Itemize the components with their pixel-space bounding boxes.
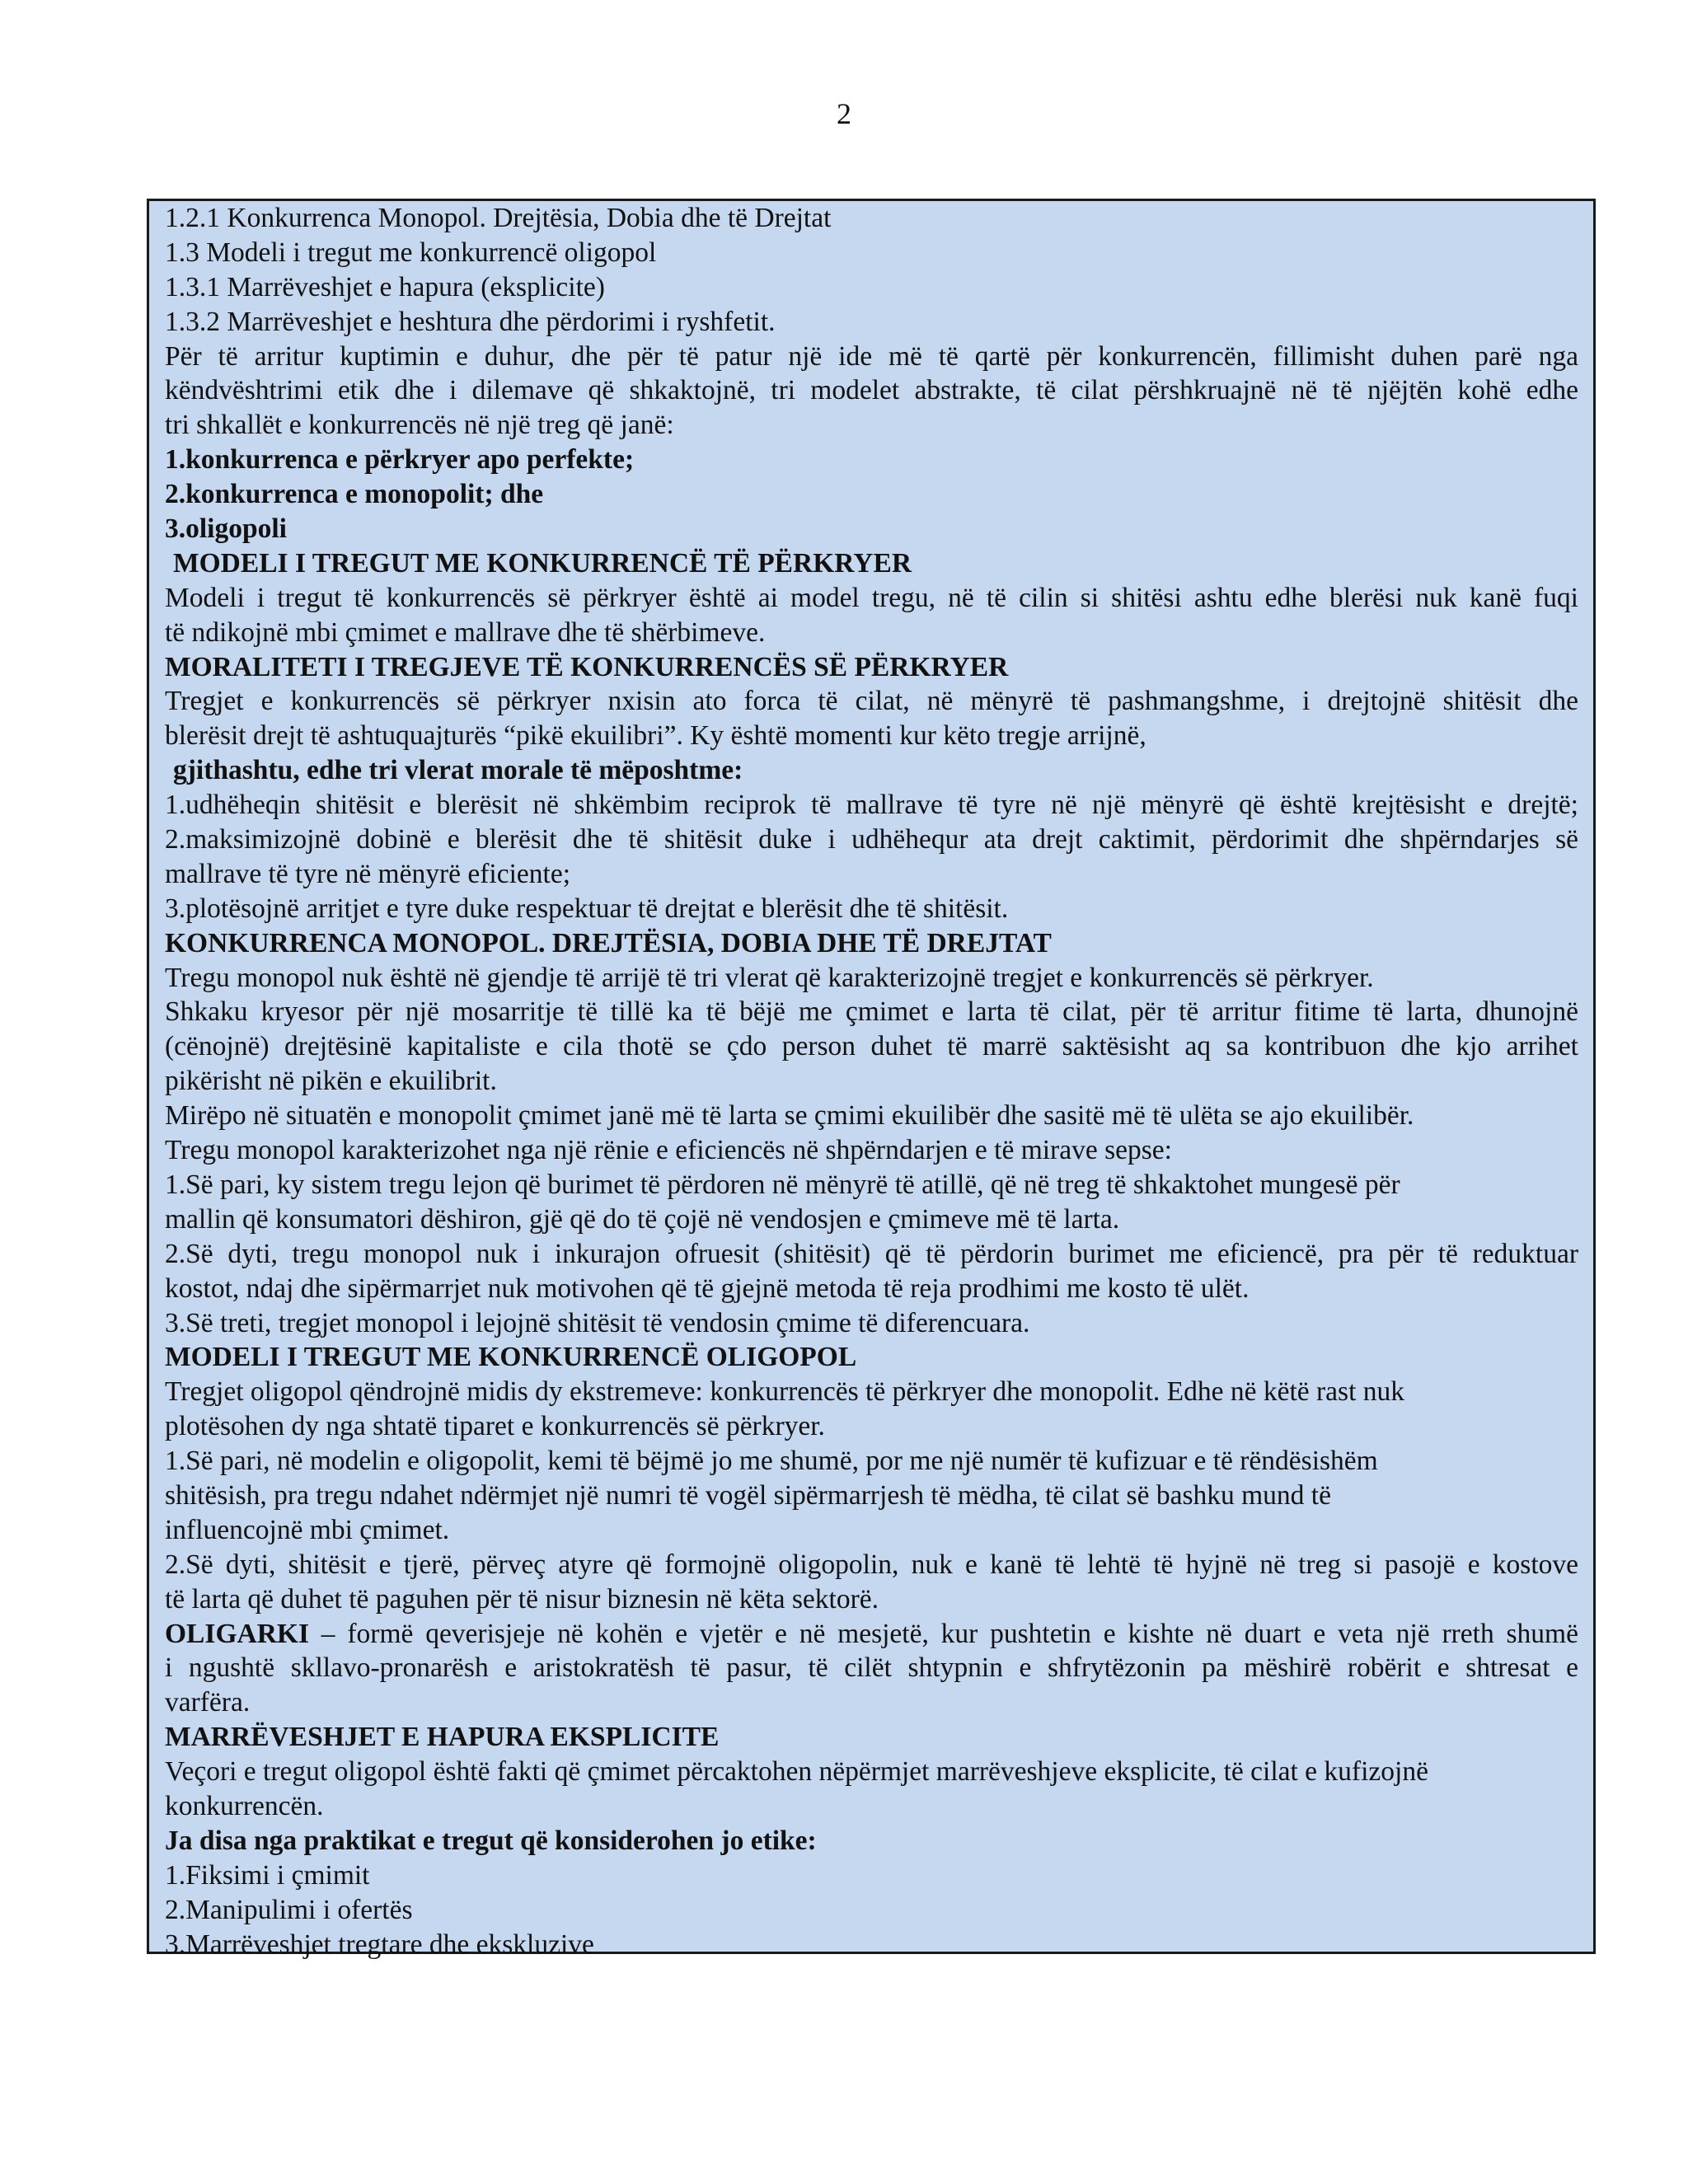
text-line: 2.Manipulimi i ofertës (165, 1894, 413, 1925)
term-definition: – formë qeverisjeje në kohën e vjetër e në mesjetë, kur pushtetin e kishte në duart e veta një rreth shumë (308, 1618, 1578, 1649)
text-line: influencojnë mbi çmimet. (165, 1514, 450, 1545)
text-line: 2.Së dyti, shitësit e tjerë, përveç atyre që formojnë oligopolin, nuk e kanë të lehtë të hyjnë në treg si pasojë e kostove (165, 1549, 1578, 1580)
term-label: OLIGARKI (165, 1618, 309, 1649)
text-line: MODELI I TREGUT ME KONKURRENCË OLIGOPOL (165, 1342, 857, 1373)
text-line: 3.Marrëveshjet tregtare dhe ekskluzive (165, 1929, 594, 1960)
text-line: kostot, ndaj dhe sipërmarrjet nuk motivohen që të gjejnë metoda të reja prodhimi me kosto të ulët. (165, 1272, 1250, 1304)
text-line: pikërisht në pikën e ekuilibrit. (165, 1066, 497, 1097)
text-line: këndvështrimi etik dhe i dilemave që shkaktojnë, tri modelet abstrakte, të cilat përshkruajnë në të njëjtën kohë edhe (165, 375, 1578, 406)
text-line: Shkaku kryesor për një mosarritje të tillë ka të bëjë me çmimet e larta të cilat, për të arritur fitime të larta, dhunojnë (165, 996, 1578, 1028)
text-line: blerësit drejt të ashtuquajturës “pikë ekuilibri”. Ky është momenti kur këto tregje arrijnë, (165, 720, 1146, 752)
text-line: 2.konkurrenca e monopolit; dhe (165, 479, 544, 510)
text-line: 2.Së dyti, tregu monopol nuk i inkurajon ofruesit (shitësit) që të përdorin burimet me eficiencë, pra për të reduktuar (165, 1238, 1578, 1269)
text-line: Për të arritur kuptimin e duhur, dhe për të patur një ide më të qartë për konkurrencën, fillimisht duhen parë nga (165, 340, 1578, 372)
text-line: 3.plotësojnë arritjet e tyre duke respektuar të drejtat e blerësit dhe të shitësit. (165, 893, 1009, 924)
text-line: 1.2.1 Konkurrenca Monopol. Drejtësia, Dobia dhe të Drejtat (165, 203, 832, 233)
text-line: Tregu monopol nuk është në gjendje të arrijë të tri vlerat që karakterizojnë tregjet e konkurrencës së përkryer. (165, 962, 1374, 993)
text-line: Modeli i tregut të konkurrencës së përkryer është ai model tregu, në të cilin si shitësi ashtu edhe blerësi nuk kanë fuqi (165, 582, 1578, 613)
text-line: mallin që konsumatori dëshiron, gjë që do të çojë në vendosjen e çmimeve më të larta. (165, 1203, 1120, 1235)
page-number: 2 (837, 97, 851, 130)
text-line: të larta që duhet të paguhen për të nisur biznesin në këta sektorë. (165, 1583, 879, 1615)
text-line: shitësish, pra tregu ndahet ndërmjet një numri të vogël sipërmarrjesh të mëdha, të cilat së bashku mund të (165, 1479, 1331, 1511)
text-line: Ja disa nga praktikat e tregut që konsiderohen jo etike: (165, 1825, 817, 1856)
text-line: 1.Së pari, në modelin e oligopolit, kemi të bëjmë jo me shumë, por me një numër të kufizuar e të rëndësishëm (165, 1446, 1378, 1477)
text-line: (cënojnë) drejtësinë kapitaliste e cila thotë se çdo person duhet të marrë saktësisht aq sa kontribuon dhe kjo arrihet (165, 1031, 1578, 1062)
text-line: gjithashtu, edhe tri vlerat morale të mëposhtme: (173, 755, 743, 786)
content-box (147, 199, 1596, 1960)
text-line: MORALITETI I TREGJEVE TË KONKURRENCËS SË PËRKRYER (165, 651, 1009, 682)
text-line: 1.3 Modeli i tregut me konkurrencë oligopol (165, 237, 657, 268)
text-line: i ngushtë skllavo-pronarësh e aristokratësh të pasur, të cilët shtypnin e shfrytëzonin pa mëshirë robërit e shtresat e (165, 1652, 1578, 1684)
text-line: mallrave të tyre në mënyrë eficiente; (165, 858, 570, 889)
text-line: Tregjet e konkurrencës së përkryer nxisin ato forca të cilat, në mënyrë të pashmangshme, i drejtojnë shitësit dhe (165, 686, 1578, 717)
text-line: 3.oligopoli (165, 513, 287, 545)
text-line: 1.Së pari, ky sistem tregu lejon që burimet të përdoren në mënyrë të atillë, që në treg të shkaktohet mungesë për (165, 1169, 1400, 1200)
text-line: Veçori e tregut oligopol është fakti që çmimet përcaktohen nëpërmjet marrëveshjeve eksplicite, të cilat e kufizojnë (165, 1756, 1428, 1788)
text-line: Mirëpo në situatën e monopolit çmimet janë më të larta se çmimi ekuilibër dhe sasitë më të ulëta se ajo ekuilibër. (165, 1100, 1414, 1132)
text-line: të ndikojnë mbi çmimet e mallrave dhe të shërbimeve. (165, 616, 766, 648)
text-line: 2.maksimizojnë dobinë e blerësit dhe të shitësit duke i udhëhequr ata drejt caktimit, përdorimit dhe shpërndarjes së (165, 824, 1578, 855)
text-line: 1.konkurrenca e përkryer apo perfekte; (165, 444, 635, 476)
text-line: 1.3.1 Marrëveshjet e hapura (eksplicite) (165, 271, 605, 302)
text-line: Tregu monopol karakterizohet nga një rënie e eficiencës në shpërndarjen e të mirave sepse: (165, 1135, 1172, 1166)
text-line: 3.Së treti, tregjet monopol i lejojnë shitësit të vendosin çmime të diferencuara. (165, 1307, 1030, 1338)
text-line: konkurrencën. (165, 1790, 324, 1821)
text-line: MARRËVESHJET E HAPURA EKSPLICITE (165, 1722, 720, 1753)
text-line: plotësohen dy nga shtatë tiparet e konkurrencës së përkryer. (165, 1411, 825, 1442)
text-line: KONKURRENCA MONOPOL. DREJTËSIA, DOBIA DHE TË DREJTAT (165, 927, 1052, 958)
text-line: 1.udhëheqin shitësit e blerësit në shkëmbim reciprok të mallrave të tyre në një mënyrë që është krejtësisht e drejtë; (165, 790, 1578, 821)
text-line: 1.3.2 Marrëveshjet e heshtura dhe përdorimi i ryshfetit. (165, 306, 776, 337)
text-line: 1.Fiksimi i çmimit (165, 1859, 370, 1891)
text-line: MODELI I TREGUT ME KONKURRENCË TË PËRKRYER (173, 547, 912, 579)
text-line: varfëra. (165, 1687, 251, 1718)
text-line: Tregjet oligopol qëndrojnë midis dy ekstremeve: konkurrencës të përkryer dhe monopolit. Edhe në këtë rast nuk (165, 1376, 1405, 1408)
text-line (165, 1617, 1578, 1652)
text-line: tri shkallët e konkurrencës në një treg që janë: (165, 410, 674, 441)
